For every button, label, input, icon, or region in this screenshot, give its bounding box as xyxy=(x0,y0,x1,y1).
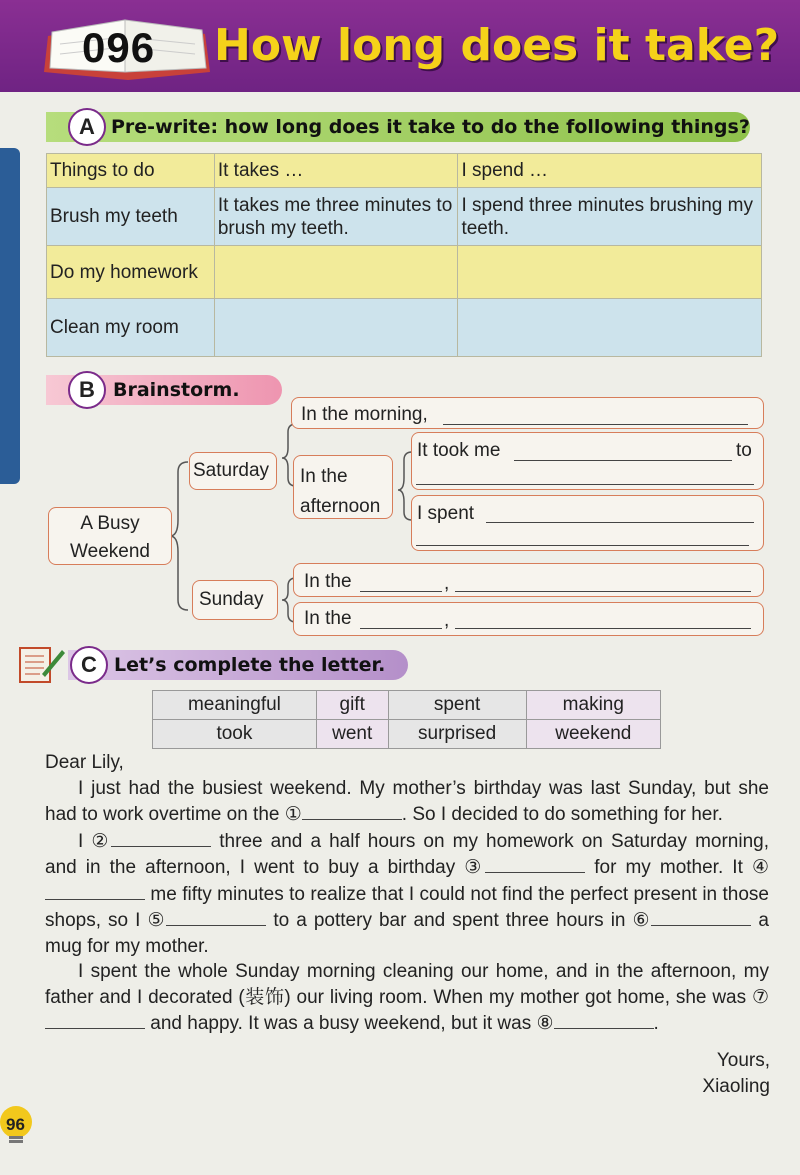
column-header: Things to do xyxy=(47,154,215,188)
it-took-me-label: It took me xyxy=(417,440,501,461)
table-cell: Brush my teeth xyxy=(47,188,215,246)
blank-number: ⑦ xyxy=(751,986,769,1008)
answer-blank[interactable] xyxy=(45,881,145,900)
answer-blank[interactable] xyxy=(45,1010,145,1029)
letter-signature: Xiaoling xyxy=(702,1076,770,1097)
word-bank-word: surprised xyxy=(388,720,526,749)
answer-blank[interactable] xyxy=(455,591,751,592)
section-a-title: Pre-write: how long does it take to do the following things? xyxy=(111,116,750,138)
answer-blank[interactable] xyxy=(416,545,749,546)
answer-blank[interactable] xyxy=(486,522,754,523)
section-c-letter: C xyxy=(70,646,108,684)
answer-blank[interactable] xyxy=(443,424,748,425)
blank-number: ② xyxy=(91,830,112,852)
comma: , xyxy=(444,610,450,631)
page-title: How long does it take? xyxy=(214,20,780,71)
word-bank-row xyxy=(153,720,661,749)
word-bank-word: making xyxy=(526,691,660,720)
word-bank-word: spent xyxy=(388,691,526,720)
letter-closing: Yours, xyxy=(716,1050,770,1071)
root-label: A Busy Weekend xyxy=(70,513,150,562)
blank-number: ⑥ xyxy=(632,910,652,931)
letter-paragraph: I spent the whole Sunday morning cleaning our home, and in the afternoon, my father and I decorated (装饰) our living room. When my mother got home, she was ⑦ and happy. It was a busy weekend, but it was ⑧ . xyxy=(45,961,769,1034)
in-the-afternoon-label: In the afternoon xyxy=(300,466,381,517)
answer-blank[interactable] xyxy=(416,484,754,485)
blank-number: ④ xyxy=(751,857,769,878)
section-a-letter: A xyxy=(68,108,106,146)
column-header: It takes … xyxy=(214,154,458,188)
letter-paragraph: I just had the busiest weekend. My mother’s birthday was last Sunday, but she had to work overtime on the ① . So I decided to do something for her. xyxy=(45,777,769,825)
column-header: I spend … xyxy=(458,154,762,188)
in-the-label: In the xyxy=(304,608,352,629)
section-c-title: Let’s complete the letter. xyxy=(114,654,386,676)
comma: , xyxy=(444,573,450,594)
word-bank-row xyxy=(153,691,661,720)
answer-blank[interactable] xyxy=(485,854,585,873)
in-the-morning-label: In the morning, xyxy=(301,404,428,425)
answer-blank[interactable] xyxy=(302,801,402,820)
answer-blank[interactable] xyxy=(554,1010,654,1029)
answer-blank[interactable] xyxy=(514,460,732,461)
word-bank-word: weekend xyxy=(526,720,660,749)
section-b-letter: B xyxy=(68,371,106,409)
table-cell: It takes me three minutes to brush my teeth. xyxy=(214,188,458,246)
table-cell: Clean my room xyxy=(47,299,215,357)
letter-paragraph: I ② three and a half hours on my homework on Saturday morning, and in the afternoon, I went to buy a birthday ③ for my mother. It ④ me fifty minutes to realize that I could not find the perfect present in those shops, so I ⑤ to a pottery bar and spent three hours in ⑥ a mug for my mother. xyxy=(45,828,769,960)
word-bank-word: meaningful xyxy=(153,691,317,720)
word-bank-word: went xyxy=(316,720,388,749)
sunday-label: Sunday xyxy=(199,589,264,610)
section-b-title: Brainstorm. xyxy=(113,379,240,401)
sunday-afternoon-box xyxy=(293,602,764,636)
word-bank-word: gift xyxy=(316,691,388,720)
letter-body xyxy=(45,750,769,1037)
to-label: to xyxy=(736,440,752,461)
answer-blank[interactable] xyxy=(651,907,751,926)
answer-blank[interactable] xyxy=(455,628,751,629)
blank-number: ⑤ xyxy=(147,910,167,931)
writing-icon xyxy=(18,644,66,684)
letter-greeting: Dear Lily, xyxy=(45,752,124,773)
i-spent-label: I spent xyxy=(417,503,475,524)
lesson-number: 096 xyxy=(82,24,156,71)
page-number: 96 xyxy=(6,1115,25,1134)
blank-number: ① xyxy=(284,804,302,825)
answer-blank[interactable] xyxy=(360,591,442,592)
answer-blank[interactable] xyxy=(360,628,442,629)
saturday-label: Saturday xyxy=(193,460,270,481)
blank-number: ③ xyxy=(464,857,486,878)
blank-number: ⑧ xyxy=(536,1013,554,1034)
table-cell: Do my homework xyxy=(47,246,215,299)
in-the-label: In the xyxy=(304,571,352,592)
word-bank-word: took xyxy=(153,720,317,749)
table-cell: I spend three minutes brushing my teeth. xyxy=(458,188,762,246)
word-bank xyxy=(152,690,661,749)
answer-blank[interactable] xyxy=(111,828,211,847)
answer-blank[interactable] xyxy=(166,907,266,926)
